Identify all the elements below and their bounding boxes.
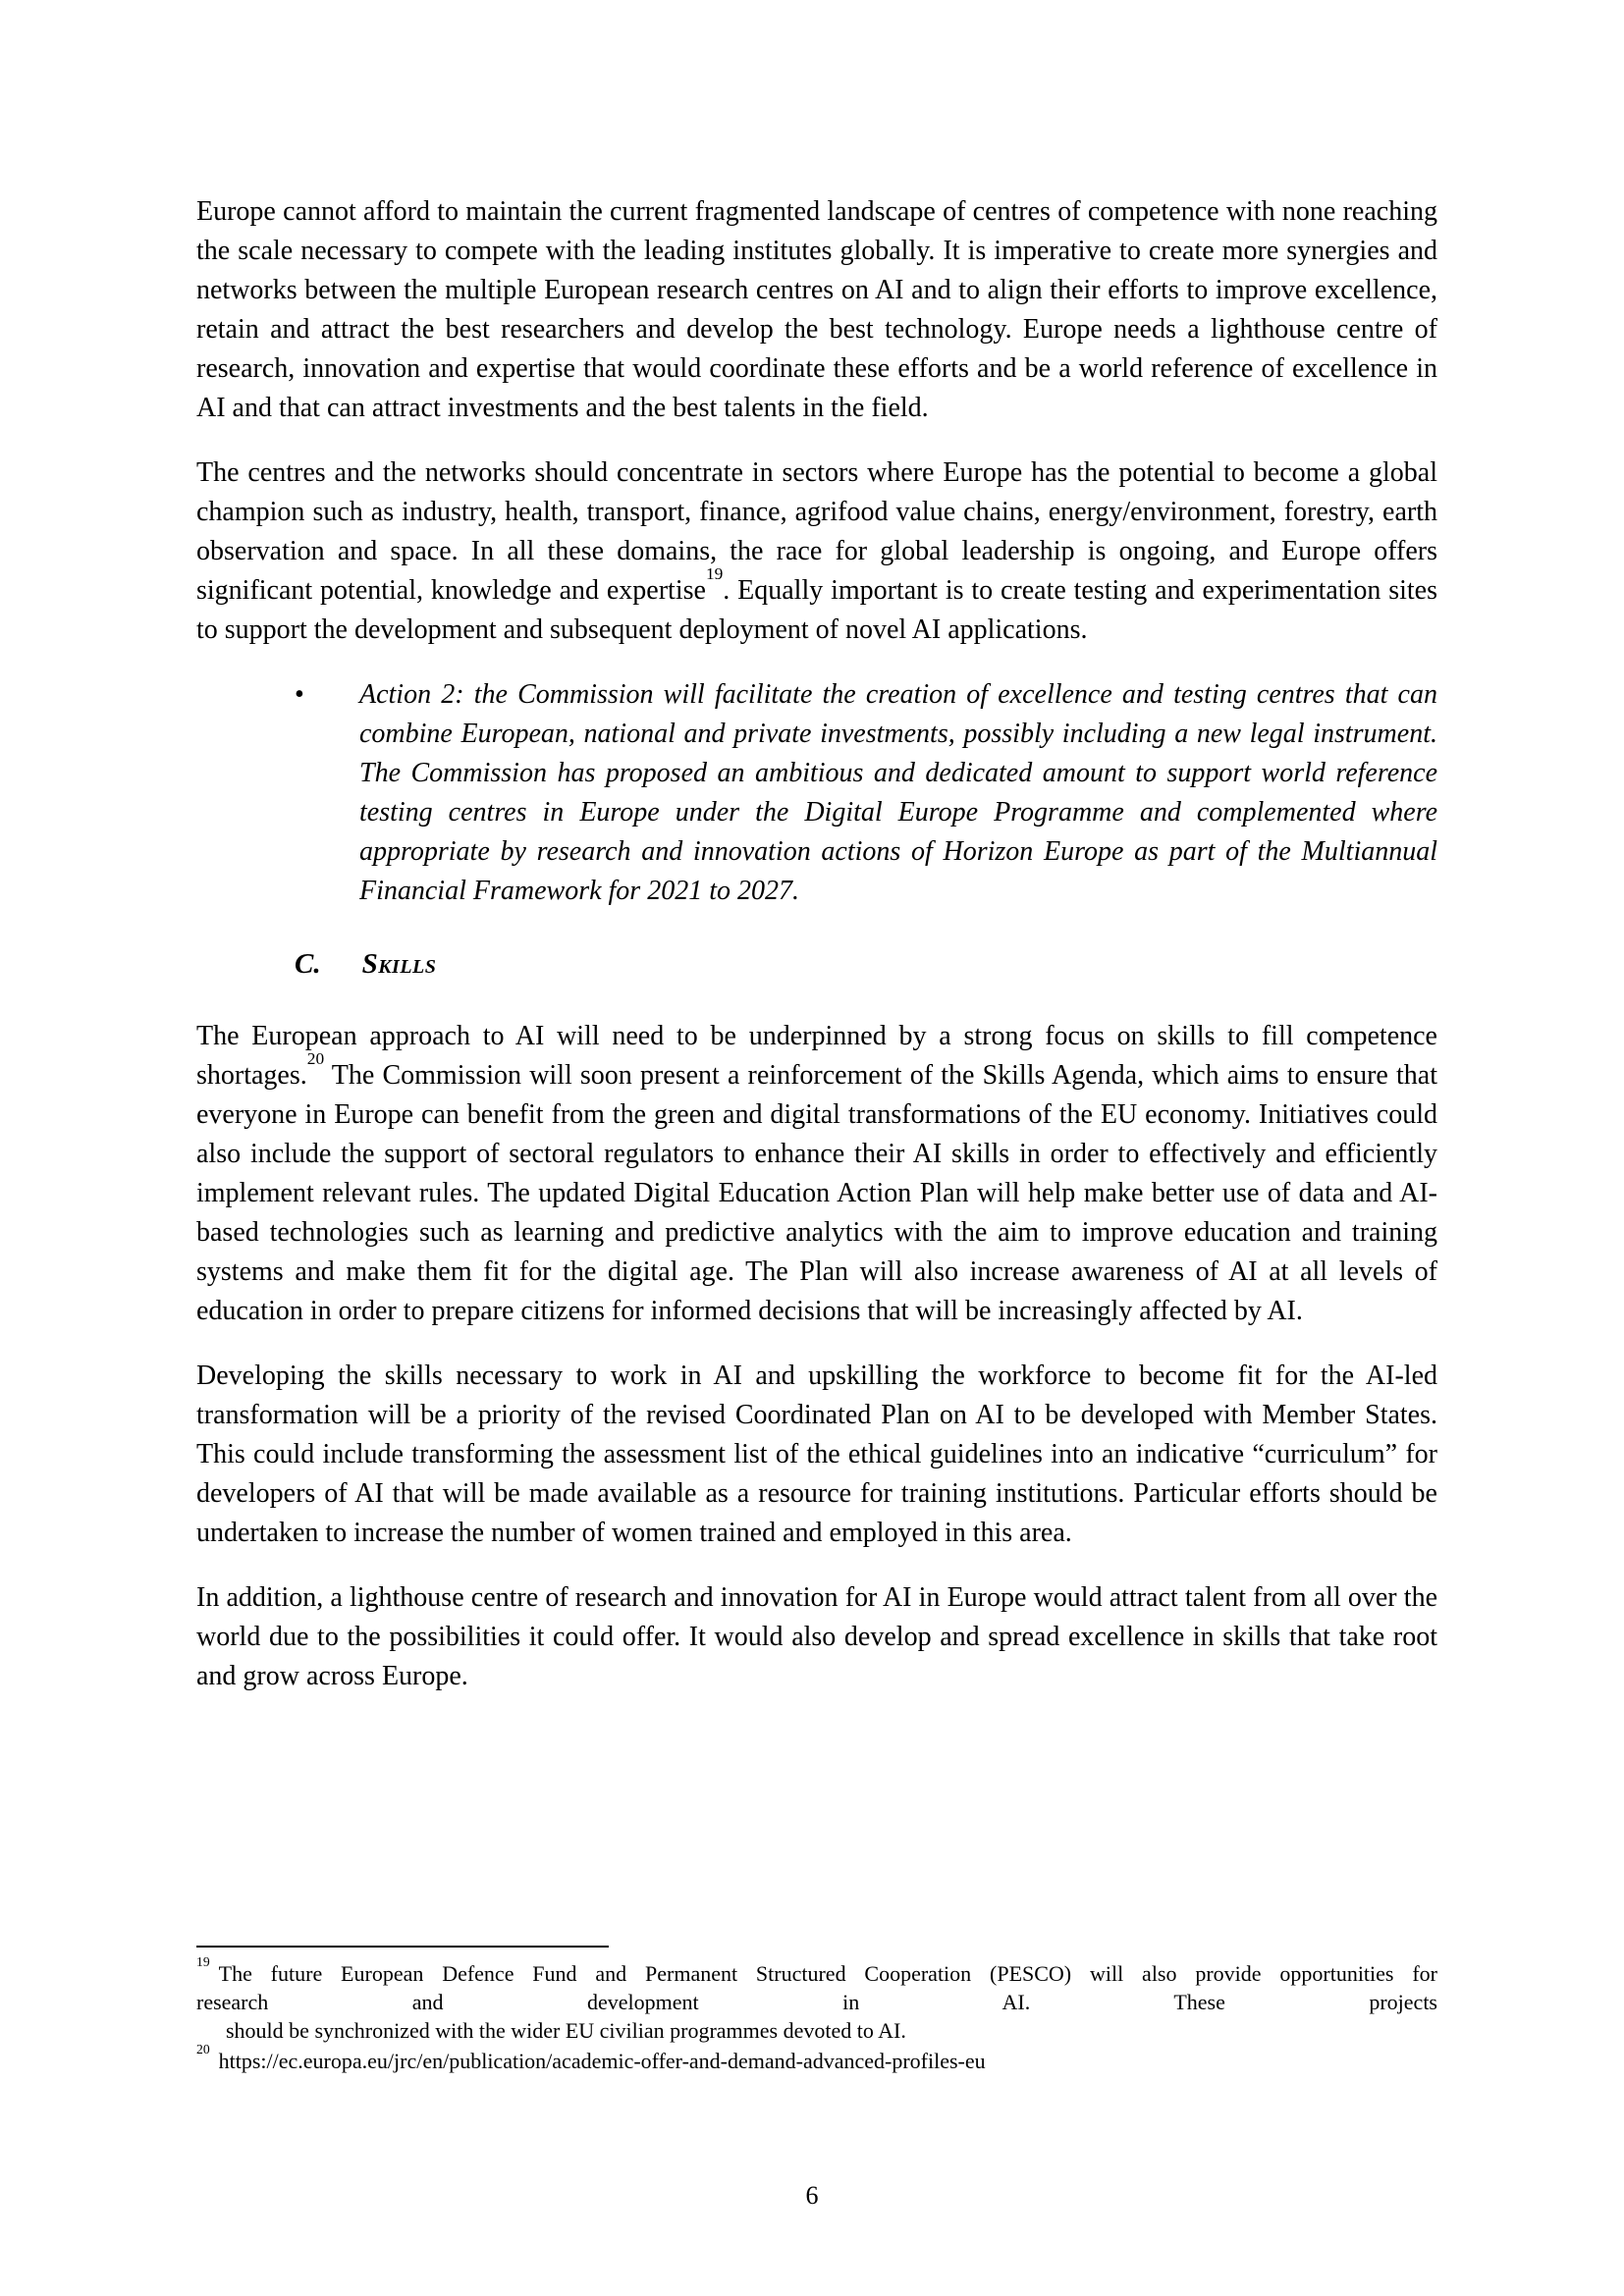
section-heading-label: Skills bbox=[361, 948, 437, 980]
footnote-19-text-1: The future European Defence Fund and Permanent Structured Cooperation (PESCO) will also provide opportunities for bbox=[218, 1961, 1437, 1986]
action-2-bullet-item bbox=[196, 675, 1437, 911]
paragraph-sectors-text-2: . Equally important is to create testing and experimentation sites to support the development and subsequent deployment of novel AI applications. bbox=[196, 575, 1438, 645]
footnote-19-marker: 19 bbox=[196, 1953, 210, 1969]
section-heading-letter: C. bbox=[295, 948, 321, 980]
action-2-text: Action 2: the Commission will facilitate the creation of excellence and testing centres that can combine European, national and private investments, possibly including a new legal instrument. The Commission has proposed an ambitious and dedicated amount to support world reference testing centres in Europe under the Digital Europe Programme and complemented where appropriate by research and innovation actions of Horizon Europe as part of the Multiannual Financial Framework for 2021 to 2027. bbox=[359, 679, 1437, 906]
paragraph-lighthouse-centre: In addition, a lighthouse centre of research and innovation for AI in Europe would attract talent from all over the world due to the possibilities it could offer. It would also develop and spread excellence in skills that take root and grow across Europe. bbox=[196, 1582, 1437, 1691]
page-content bbox=[196, 192, 1437, 1722]
paragraph-skills-text-1: The European approach to AI will need to be underpinned by a strong focus on skills to fill competence shortages. bbox=[196, 1021, 1437, 1091]
footnote-ref-19: 19 bbox=[705, 564, 724, 584]
paragraph-skills-agenda bbox=[196, 1017, 1437, 1331]
footnote-19 bbox=[196, 1953, 1437, 2045]
footnote-20-url: https://ec.europa.eu/jrc/en/publication/academic-offer-and-demand-advanced-profiles-eu bbox=[218, 2049, 986, 2073]
paragraph-sectors bbox=[196, 454, 1437, 650]
footnote-19-line-2 bbox=[196, 1988, 1437, 2016]
footnote-19-line-3 bbox=[196, 2016, 1437, 2045]
footnote-ref-20: 20 bbox=[306, 1049, 325, 1069]
footnote-19-text-3: should be synchronized with the wider EU civilian programmes devoted to AI. bbox=[226, 2018, 906, 2043]
footnote-19-line-1 bbox=[196, 1953, 1437, 1988]
paragraph-sectors-text-1: The centres and the networks should concentrate in sectors where Europe has the potential to become a global champion such as industry, health, transport, finance, agrifood value chains, energy/environment, forestry, earth observation and space. In all these domains, the race for global leadership is ongoing, and Europe offers significant potential, knowledge and expertise bbox=[196, 457, 1437, 606]
footnotes-section bbox=[196, 1946, 1437, 2075]
footnote-20 bbox=[196, 2041, 1437, 2075]
paragraph-centres-of-competence: Europe cannot afford to maintain the current fragmented landscape of centres of competence with none reaching the scale necessary to compete with the leading institutes globally. It is imperative to create more synergies and networks between the multiple European research centres on AI and to align their efforts to improve excellence, retain and attract the best researchers and develop the best technology. Europe needs a lighthouse centre of research, innovation and expertise that would coordinate these efforts and be a world reference of excellence in AI and that can attract investments and the best talents in the field. bbox=[196, 196, 1437, 423]
footnote-19-text-2: research and development in AI. These projects bbox=[196, 1990, 1437, 2014]
paragraph-workforce-upskilling: Developing the skills necessary to work in AI and upskilling the workforce to become fit for the AI-led transformation will be a priority of the revised Coordinated Plan on AI to be developed with Member States. This could include transforming the assessment list of the ethical guidelines into an indicative “curriculum” for developers of AI that will be made available as a resource for training institutions. Particular efforts should be undertaken to increase the number of women trained and employed in this area. bbox=[196, 1361, 1437, 1548]
footnote-separator bbox=[196, 1946, 609, 1948]
paragraph-skills-text-2: The Commission will soon present a reinforcement of the Skills Agenda, which aims to ensure that everyone in Europe can benefit from the green and digital transformations of the EU economy. Initiatives could also include the support of sectoral regulators to enhance their AI skills in order to effectively and efficiently implement relevant rules. The updated Digital Education Action Plan will help make better use of data and AI-based technologies such as learning and predictive analytics with the aim to improve education and training systems and make them fit for the digital age. The Plan will also increase awareness of AI at all levels of education in order to prepare citizens for informed decisions that will be increasingly affected by AI. bbox=[196, 1060, 1437, 1326]
section-heading-skills bbox=[196, 944, 1437, 984]
bullet-icon: • bbox=[295, 679, 304, 710]
footnote-20-marker: 20 bbox=[196, 2041, 210, 2056]
page-number: 6 bbox=[805, 2181, 819, 2210]
